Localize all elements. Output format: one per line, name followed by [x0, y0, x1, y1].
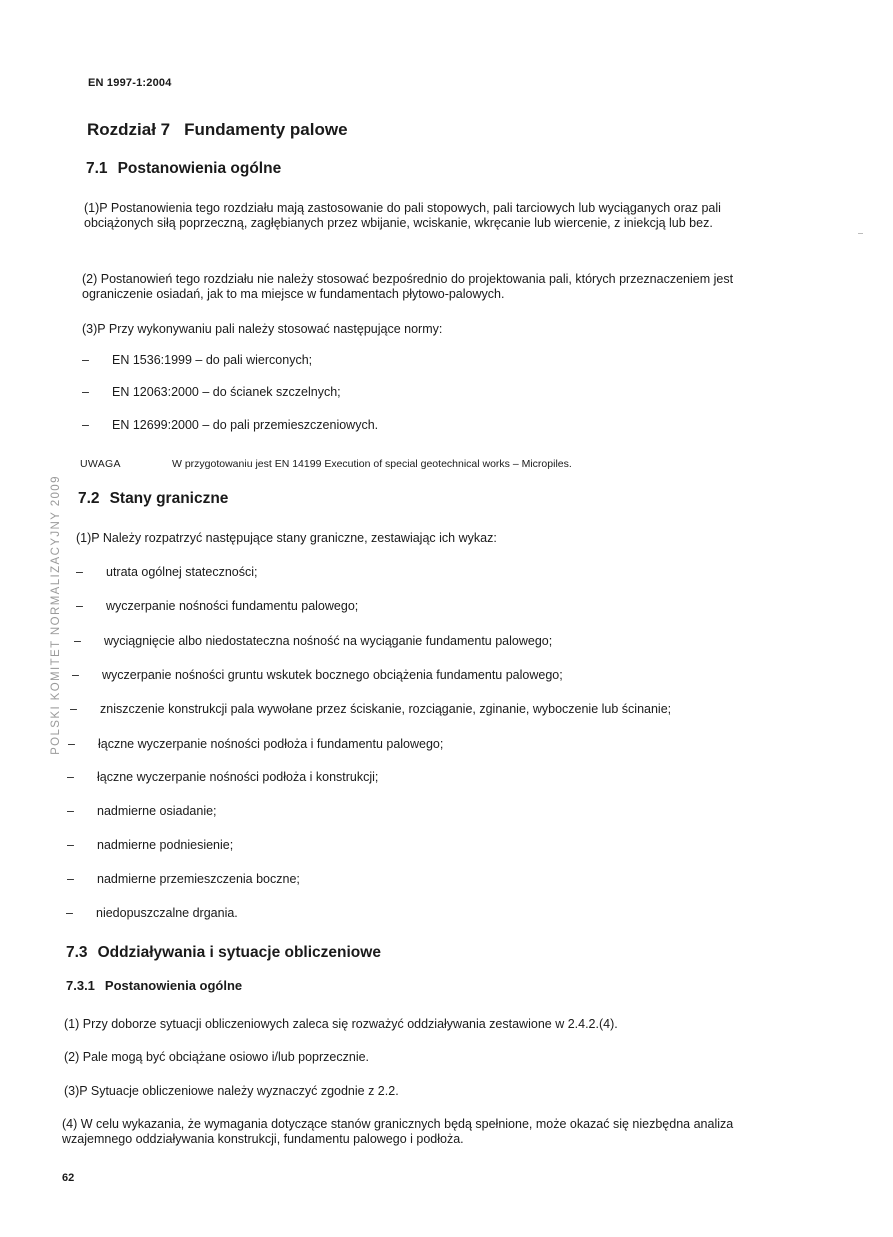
list-item [67, 838, 233, 852]
paragraph-7-1-1: (1)P Postanowienia tego rozdziału mają zastosowanie do pali stopowych, pali tarciowych lub wyciąganych oraz pali obciążonych siłą poprzeczną, zagłębianych przez wbijanie, wciskanie, wkręcanie lub wiercenie, z iniekcją lub bez. [84, 201, 721, 230]
section-title: Stany graniczne [109, 490, 229, 507]
list-dash: – [72, 668, 79, 682]
paragraph-7-3-1-2: (2) Pale mogą być obciążane osiowo i/lub poprzecznie. [64, 1050, 370, 1064]
list-item [68, 737, 443, 751]
scan-speck [858, 233, 863, 234]
list-item-text: zniszczenie konstrukcji pala wywołane przez ściskanie, rozciąganie, zginanie, wyboczenie lub ścinanie; [100, 702, 672, 716]
list-item-text: nadmierne przemieszczenia boczne; [97, 872, 300, 886]
section-number: 7.2 [78, 490, 100, 507]
section-title: Oddziaływania i sytuacje obliczeniowe [97, 944, 381, 961]
list-item [67, 770, 378, 784]
chapter-heading [87, 120, 348, 140]
note-label: UWAGA [80, 458, 121, 470]
list-dash: – [76, 565, 83, 579]
section-7-3-heading [66, 944, 381, 962]
list-item-text: EN 12063:2000 – do ścianek szczelnych; [112, 385, 341, 399]
list-dash: – [70, 702, 77, 716]
section-number: 7.3 [66, 944, 88, 961]
list-item [66, 906, 238, 920]
list-dash: – [67, 838, 74, 852]
section-title: Postanowienia ogólne [117, 160, 282, 177]
list-dash: – [67, 804, 74, 818]
note [80, 458, 572, 470]
paragraph-7-3-1-3: (3)P Sytuacje obliczeniowe należy wyznaczyć zgodnie z 2.2. [64, 1084, 399, 1098]
list-item-text: nadmierne podniesienie; [97, 838, 234, 852]
paragraph-7-1-3: (3)P Przy wykonywaniu pali należy stosować następujące normy: [82, 322, 443, 336]
list-item-text: EN 1536:1999 – do pali wierconych; [112, 353, 313, 367]
list-item-text: wyczerpanie nośności fundamentu palowego; [106, 599, 359, 613]
list-dash: – [67, 770, 74, 784]
list-item [70, 702, 671, 716]
list-dash: – [66, 906, 73, 920]
section-number: 7.1 [86, 160, 108, 177]
list-item [82, 418, 378, 432]
list-item-text: EN 12699:2000 – do pali przemieszczeniowych. [112, 418, 379, 432]
chapter-title: Fundamenty palowe [184, 120, 348, 139]
section-7-3-1-heading [66, 978, 242, 993]
document-identifier: EN 1997-1:2004 [88, 77, 172, 89]
paragraph-7-1-2: (2) Postanowień tego rozdziału nie należy stosować bezpośrednio do projektowania pali, których przeznaczeniem jest ograniczenie osiadań, jak to ma miejsce w fundamentach płytowo-palowych. [82, 272, 734, 301]
list-dash: – [74, 634, 81, 648]
section-number: 7.3.1 [66, 978, 95, 993]
chapter-number: Rozdział 7 [87, 120, 171, 139]
list-item [72, 668, 563, 682]
list-item-text: wyczerpanie nośności gruntu wskutek bocznego obciążenia fundamentu palowego; [102, 668, 563, 682]
list-item-text: wyciągnięcie albo niedostateczna nośność na wyciąganie fundamentu palowego; [104, 634, 553, 648]
list-item [76, 599, 358, 613]
paragraph-7-2-1: (1)P Należy rozpatrzyć następujące stany graniczne, zestawiając ich wykaz: [76, 531, 497, 545]
page-number: 62 [62, 1172, 75, 1184]
watermark-text: POLSKI KOMITET NORMALIZACYJNY 2009 [50, 475, 62, 755]
list-dash: – [76, 599, 83, 613]
list-dash: – [68, 737, 75, 751]
list-item [82, 385, 341, 399]
section-7-1-heading [86, 160, 281, 178]
list-item-text: nadmierne osiadanie; [97, 804, 217, 818]
list-dash: – [82, 418, 89, 432]
list-item [67, 872, 300, 886]
paragraph-7-3-1-4: (4) W celu wykazania, że wymagania dotyczące stanów granicznych będą spełnione, może okazać się niezbędna analiza wzajemnego oddziaływania konstrukcji, fundamentu palowego i podłoża. [62, 1117, 734, 1146]
note-text: W przygotowaniu jest EN 14199 Execution of special geotechnical works – Micropiles. [172, 458, 572, 470]
list-dash: – [82, 353, 89, 367]
list-item-text: utrata ogólnej stateczności; [106, 565, 258, 579]
list-item-text: łączne wyczerpanie nośności podłoża i konstrukcji; [97, 770, 379, 784]
list-item-text: łączne wyczerpanie nośności podłoża i fundamentu palowego; [98, 737, 444, 751]
list-item [67, 804, 217, 818]
section-7-2-heading [78, 490, 228, 508]
list-item-text: niedopuszczalne drgania. [96, 906, 238, 920]
paragraph-7-3-1-1: (1) Przy doborze sytuacji obliczeniowych zaleca się rozważyć oddziaływania zestawione w 2.4.2.(4). [64, 1017, 618, 1031]
list-dash: – [67, 872, 74, 886]
list-item [76, 565, 257, 579]
list-dash: – [82, 385, 89, 399]
list-item [74, 634, 552, 648]
list-item [82, 353, 312, 367]
section-title: Postanowienia ogólne [104, 978, 243, 993]
